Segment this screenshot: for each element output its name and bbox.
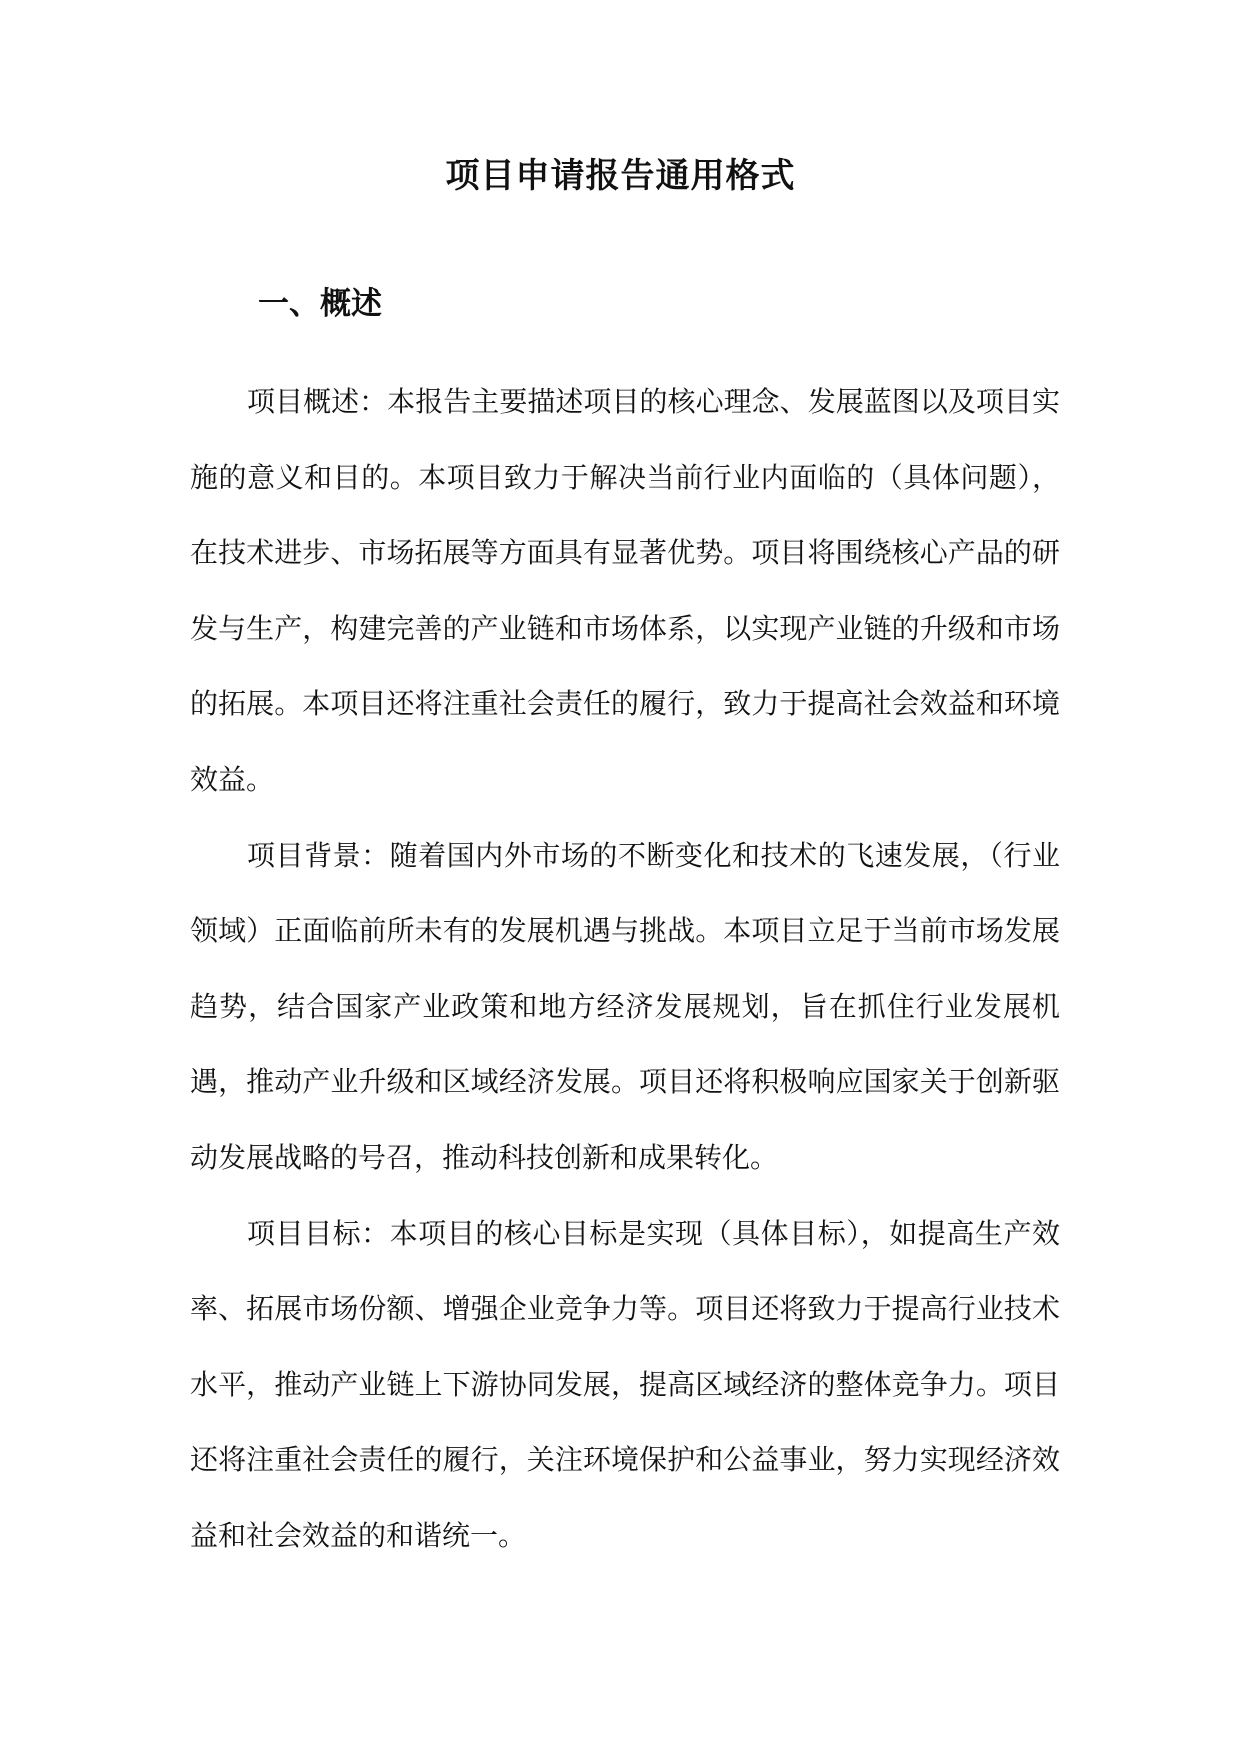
section-heading: 一、概述 <box>258 286 382 322</box>
paragraph-overview: 项目概述：本报告主要描述项目的核心理念、发展蓝图以及项目实施的意义和目的。本项目致力于解决当前行业内面临的（具体问题），在技术进步、市场拓展等方面具有显著优势。项目将围绕核心产品的研发与生产，构建完善的产业链和市场体系，以实现产业链的升级和市场的拓展。本项目还将注重社会责任的履行，致力于提高社会效益和环境效益。 <box>190 385 1060 796</box>
paragraph-background: 项目背景：随着国内外市场的不断变化和技术的飞速发展，（行业领域）正面临前所未有的发展机遇与挑战。本项目立足于当前市场发展趋势，结合国家产业政策和地方经济发展规划，旨在抓住行业发展机遇，推动产业升级和区域经济发展。项目还将积极响应国家关于创新驱动发展战略的号召，推动科技创新和成果转化。 <box>190 838 1060 1174</box>
paragraph-goals: 项目目标：本项目的核心目标是实现（具体目标），如提高生产效率、拓展市场份额、增强企业竞争力等。项目还将致力于提高行业技术水平，推动产业链上下游协同发展，提高区域经济的整体竞争力。项目还将注重社会责任的履行，关注环境保护和公益事业，努力实现经济效益和社会效益的和谐统一。 <box>190 1216 1060 1552</box>
document-title: 项目申请报告通用格式 <box>445 156 796 196</box>
document-body <box>190 364 1060 1574</box>
